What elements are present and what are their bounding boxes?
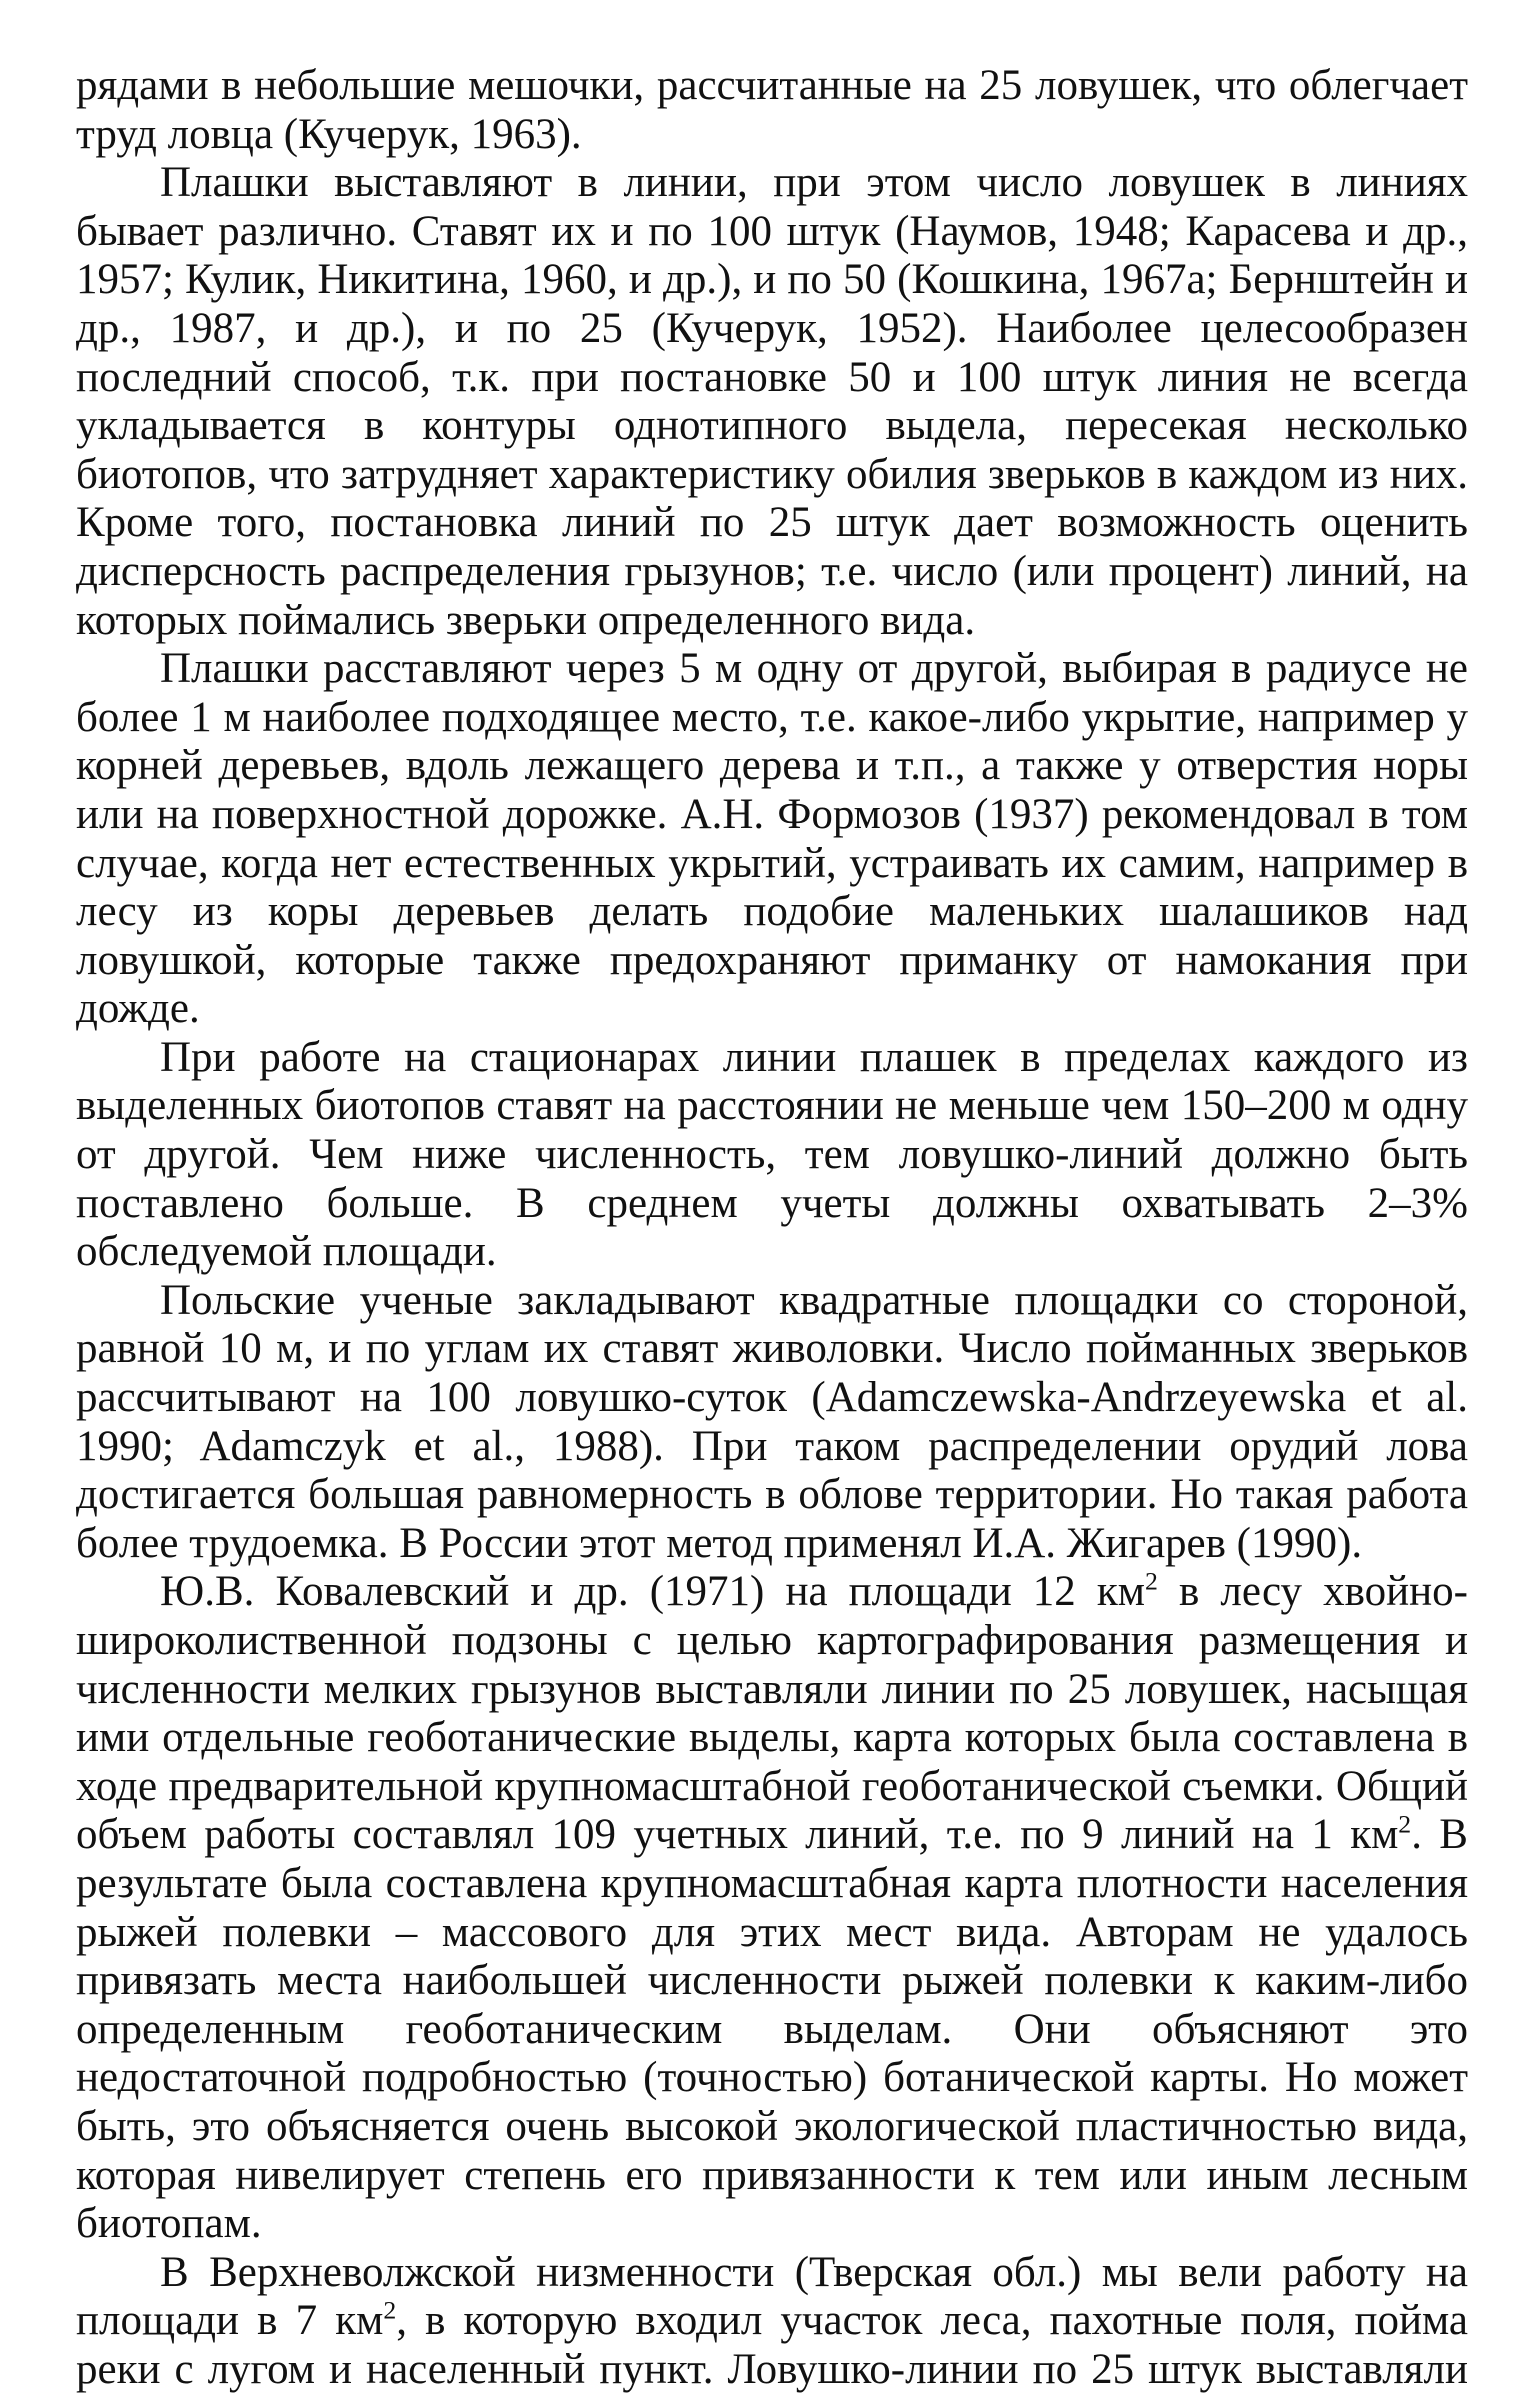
paragraph-3: Плашки расставляют через 5 м одну от другой, выбирая в радиусе не более 1 м наиболее подходящее место, т.е. какое-либо укрытие, например у корней деревьев, вдоль лежащего дерева и т.п., а также у отверстия норы или на поверхностной дорожке. А.Н. Формозов (1937) рекомендовал в том случае, когда нет естественных укрытий, устраивать их самим, например в лесу из коры деревьев делать подобие маленьких шалашиков над ловушкой, которые также предохраняют приманку от намокания при дожде. — [76, 645, 1468, 1033]
paragraph-6-part-2: в лесу хвойно-широколиственной подзоны с целью картографирования размещения и численности мелких грызунов выставляли линии по 25 ловушек, насыщая ими отдельные геоботанические выделы, карта которых была составлена в ходе предварительной крупномасштабной геоботанической съемки. Общий объем работы составлял 109 учетных линий, т.е. по 9 линий на 1 км — [76, 1568, 1468, 1859]
paragraph-1: рядами в небольшие мешочки, рассчитанные на 25 ловушек, что облегчает труд ловца (Кучерук, 1963). — [76, 62, 1468, 158]
paragraph-5: Польские ученые закладывают квадратные площадки со стороной, равной 10 м, и по углам их ставят живоловки. Число пойманных зверьков рассчитывают на 100 ловушко-суток (Adamczewska-Andrzeyewska et al. 1990; Adamczyk et al., 1988). При таком распределении орудий лова достигается большая равномерность в облове территории. Но такая работа более трудоемка. В России этот метод применял И.А. Жигарев (1990). — [76, 1276, 1468, 1567]
paragraph-4: При работе на стационарах линии плашек в пределах каждого из выделенных биотопов ставят на расстоянии не меньше чем 150–200 м одну от другой. Чем ниже численность, тем ловушко-линий должно быть поставлено больше. В среднем учеты должны охватывать 2–3% обследуемой площади. — [76, 1033, 1468, 1276]
document-page — [76, 62, 1468, 2395]
paragraph-6-part-1: Ю.В. Ковалевский и др. (1971) на площади 12 км — [160, 1568, 1146, 1616]
paragraph-6 — [76, 1568, 1468, 2248]
superscript-km2-2: 2 — [1398, 1810, 1412, 1840]
paragraph-6-part-3: . В результате была составлена крупномасштабная карта плотности населения рыжей полевки – массового для этих мест вида. Авторам не удалось привязать места наибольшей численности рыжей полевки к каким-либо определенным геоботаническим выделам. Они объясняют это недостаточной подробностью (точностью) ботанической карты. Но может быть, это объясняется очень высокой экологической пластичностью вида, которая нивелирует степень его привязанности к тем или иным лесным биотопам. — [76, 1811, 1468, 2248]
paragraph-7 — [76, 2249, 1468, 2395]
paragraph-7-part-2: , в которую входил участок леса, пахотные поля, пойма реки с лугом и населенный пункт. Ловушко-линии по 25 штук выставляли — [76, 2297, 1468, 2393]
paragraph-2: Плашки выставляют в линии, при этом число ловушек в линиях бывает различно. Ставят их и по 100 штук (Наумов, 1948; Карасева и др., 1957; Кулик, Никитина, 1960, и др.), и по 50 (Кошкина, 1967а; Бернштейн и др., 1987, и др.), и по 25 (Кучерук, 1952). Наиболее целесообразен последний способ, т.к. при постановке 50 и 100 штук линия не всегда укладывается в контуры однотипного выдела, пересекая несколько биотопов, что затрудняет характеристику обилия зверьков в каждом из них. Кроме того, постановка линий по 25 штук дает возможность оценить дисперсность распределения грызунов; т.е. число (или процент) линий, на которых поймались зверьки определенного вида. — [76, 159, 1468, 644]
paragraph-7-part-1: В Верхневолжской низменности (Тверская обл.) мы вели работу на площади в 7 км — [76, 2248, 1468, 2345]
superscript-km2-1: 2 — [1145, 1567, 1158, 1597]
superscript-km2-3: 2 — [383, 2295, 397, 2325]
